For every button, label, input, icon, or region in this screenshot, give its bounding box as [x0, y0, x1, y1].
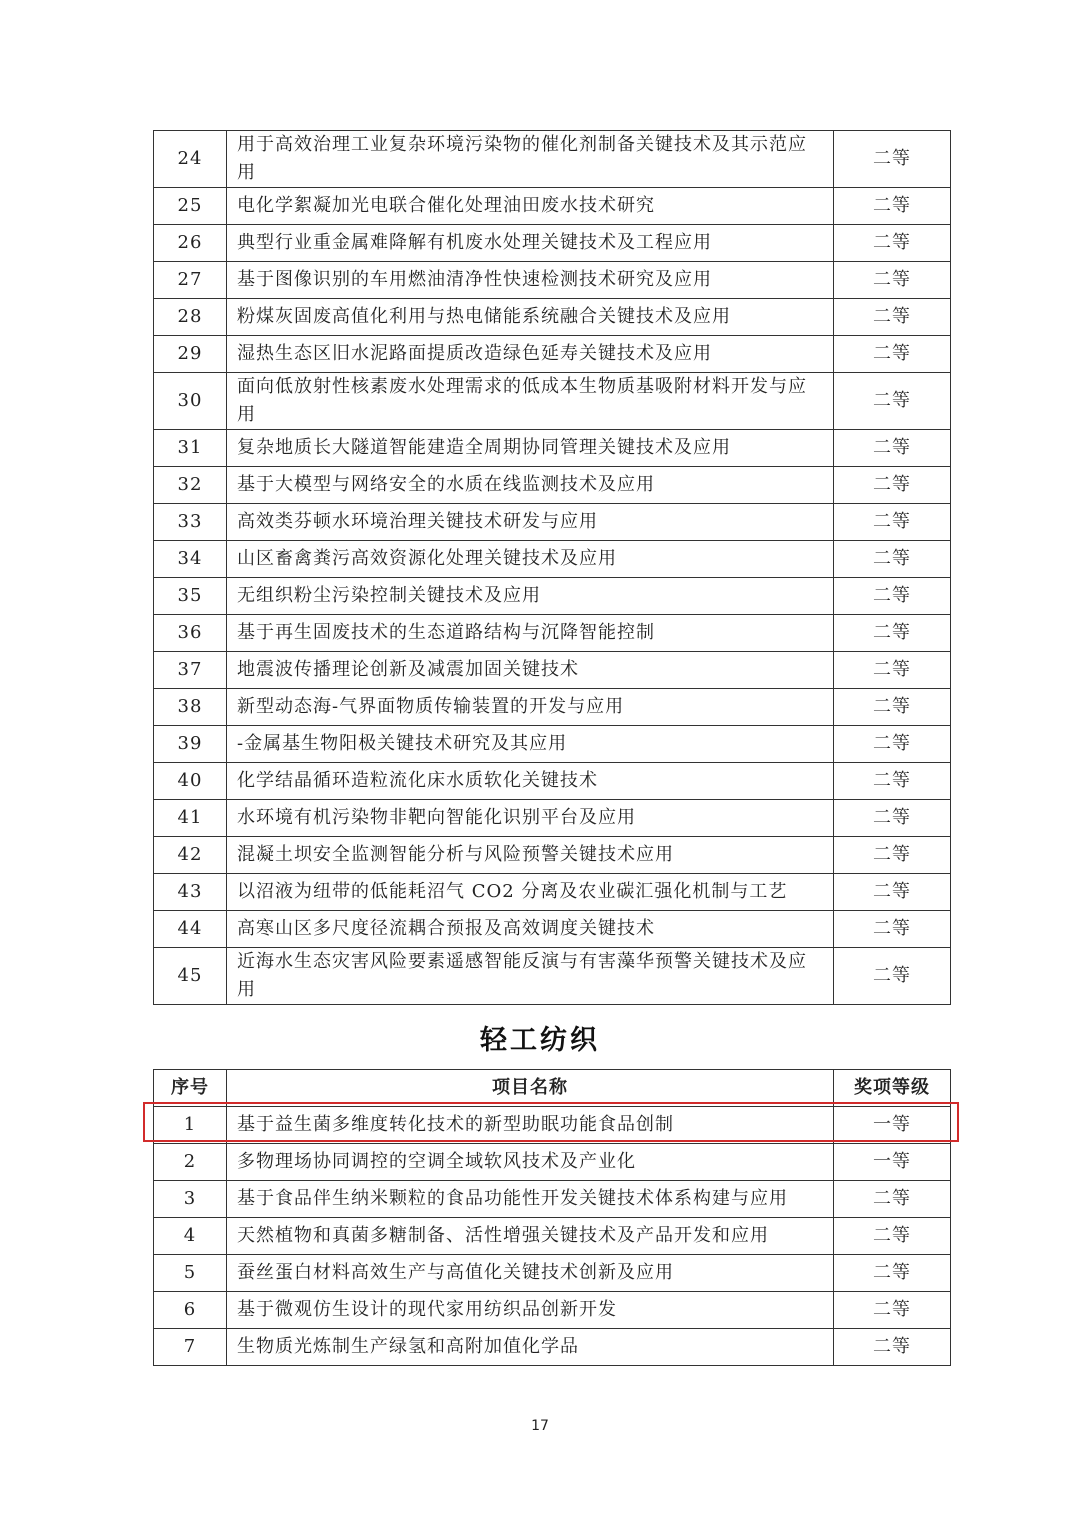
award-level: 二等 — [834, 948, 951, 1005]
header-project-name: 项目名称 — [227, 1070, 834, 1107]
table-row — [154, 800, 951, 837]
table-row — [154, 948, 951, 1005]
project-name: 基于大模型与网络安全的水质在线监测技术及应用 — [227, 467, 834, 504]
table-row — [154, 1329, 951, 1366]
row-number: 28 — [154, 299, 227, 336]
table-row — [154, 1255, 951, 1292]
project-name: 基于微观仿生设计的现代家用纺织品创新开发 — [227, 1292, 834, 1329]
award-level: 二等 — [834, 1255, 951, 1292]
section-title: 轻工纺织 — [480, 1025, 600, 1056]
award-level: 二等 — [834, 1292, 951, 1329]
row-number: 31 — [154, 430, 227, 467]
row-number: 29 — [154, 336, 227, 373]
table-row — [154, 1218, 951, 1255]
award-level: 二等 — [834, 225, 951, 262]
award-level: 二等 — [834, 763, 951, 800]
project-name: 基于食品伴生纳米颗粒的食品功能性开发关键技术体系构建与应用 — [227, 1181, 834, 1218]
award-level: 二等 — [834, 188, 951, 225]
award-level: 二等 — [834, 726, 951, 763]
table-row — [154, 911, 951, 948]
table-row — [154, 874, 951, 911]
row-number: 2 — [154, 1144, 227, 1181]
award-level: 二等 — [834, 1218, 951, 1255]
award-level: 二等 — [834, 800, 951, 837]
table-row — [154, 373, 951, 430]
project-name: 以沼液为纽带的低能耗沼气 CO2 分离及农业碳汇强化机制与工艺 — [227, 874, 834, 911]
award-level: 二等 — [834, 299, 951, 336]
award-level: 二等 — [834, 837, 951, 874]
project-name: 混凝土坝安全监测智能分析与风险预警关键技术应用 — [227, 837, 834, 874]
project-name: 湿热生态区旧水泥路面提质改造绿色延寿关键技术及应用 — [227, 336, 834, 373]
table-row — [154, 615, 951, 652]
table-row — [154, 837, 951, 874]
project-name: 基于图像识别的车用燃油清净性快速检测技术研究及应用 — [227, 262, 834, 299]
row-number: 40 — [154, 763, 227, 800]
row-number: 44 — [154, 911, 227, 948]
row-number: 45 — [154, 948, 227, 1005]
table-row — [154, 504, 951, 541]
project-name: 基于益生菌多维度转化技术的新型助眠功能食品创制 — [227, 1107, 834, 1144]
project-name: 高寒山区多尺度径流耦合预报及高效调度关键技术 — [227, 911, 834, 948]
row-number: 39 — [154, 726, 227, 763]
project-name: 近海水生态灾害风险要素遥感智能反演与有害藻华预警关键技术及应用 — [227, 948, 834, 1005]
row-number: 32 — [154, 467, 227, 504]
row-number: 5 — [154, 1255, 227, 1292]
page-number: 17 — [531, 1418, 549, 1434]
award-level: 二等 — [834, 578, 951, 615]
award-level: 二等 — [834, 689, 951, 726]
project-name: 新型动态海-气界面物质传输装置的开发与应用 — [227, 689, 834, 726]
row-number: 4 — [154, 1218, 227, 1255]
table-row — [154, 541, 951, 578]
award-level: 二等 — [834, 874, 951, 911]
award-level: 二等 — [834, 467, 951, 504]
row-number: 6 — [154, 1292, 227, 1329]
row-number: 36 — [154, 615, 227, 652]
table-header-row — [154, 1070, 951, 1107]
project-name: 电化学絮凝加光电联合催化处理油田废水技术研究 — [227, 188, 834, 225]
award-level: 二等 — [834, 504, 951, 541]
award-level: 二等 — [834, 373, 951, 430]
highlight-box — [143, 1102, 959, 1142]
table-row — [154, 131, 951, 188]
award-level: 二等 — [834, 911, 951, 948]
table-row — [154, 1292, 951, 1329]
project-name: 蚕丝蛋白材料高效生产与高值化关键技术创新及应用 — [227, 1255, 834, 1292]
project-name: 无组织粉尘污染控制关键技术及应用 — [227, 578, 834, 615]
project-name: 高效类芬顿水环境治理关键技术研发与应用 — [227, 504, 834, 541]
table-row — [154, 225, 951, 262]
row-number: 35 — [154, 578, 227, 615]
table-row — [154, 652, 951, 689]
table-row — [154, 262, 951, 299]
row-number: 25 — [154, 188, 227, 225]
project-name: 典型行业重金属难降解有机废水处理关键技术及工程应用 — [227, 225, 834, 262]
award-level: 二等 — [834, 336, 951, 373]
row-number: 1 — [154, 1107, 227, 1144]
row-number: 24 — [154, 131, 227, 188]
row-number: 7 — [154, 1329, 227, 1366]
project-name: 粉煤灰固废高值化利用与热电储能系统融合关键技术及应用 — [227, 299, 834, 336]
award-level: 二等 — [834, 430, 951, 467]
award-level: 一等 — [834, 1107, 951, 1144]
table-row — [154, 188, 951, 225]
table-row — [154, 689, 951, 726]
award-level: 二等 — [834, 1181, 951, 1218]
project-name: 山区畜禽粪污高效资源化处理关键技术及应用 — [227, 541, 834, 578]
table-body — [154, 1107, 951, 1366]
award-level: 二等 — [834, 262, 951, 299]
project-name: 天然植物和真菌多糖制备、活性增强关键技术及产品开发和应用 — [227, 1218, 834, 1255]
row-number: 37 — [154, 652, 227, 689]
table-row — [154, 467, 951, 504]
header-number: 序号 — [154, 1070, 227, 1107]
row-number: 43 — [154, 874, 227, 911]
table-row — [154, 1144, 951, 1181]
row-number: 33 — [154, 504, 227, 541]
project-name: 化学结晶循环造粒流化床水质软化关键技术 — [227, 763, 834, 800]
table-row — [154, 763, 951, 800]
awards-table-continued — [153, 130, 951, 1005]
table-row — [154, 299, 951, 336]
row-number: 3 — [154, 1181, 227, 1218]
table-row — [154, 1181, 951, 1218]
table-body — [154, 131, 951, 1005]
award-level: 二等 — [834, 615, 951, 652]
project-name: 用于高效治理工业复杂环境污染物的催化剂制备关键技术及其示范应用 — [227, 131, 834, 188]
project-name: 复杂地质长大隧道智能建造全周期协同管理关键技术及应用 — [227, 430, 834, 467]
row-number: 30 — [154, 373, 227, 430]
project-name: 多物理场协同调控的空调全域软风技术及产业化 — [227, 1144, 834, 1181]
award-level: 二等 — [834, 131, 951, 188]
header-award-level: 奖项等级 — [834, 1070, 951, 1107]
award-level: 一等 — [834, 1144, 951, 1181]
row-number: 34 — [154, 541, 227, 578]
row-number: 26 — [154, 225, 227, 262]
table-row — [154, 430, 951, 467]
project-name: 水环境有机污染物非靶向智能化识别平台及应用 — [227, 800, 834, 837]
project-name: 基于再生固废技术的生态道路结构与沉降智能控制 — [227, 615, 834, 652]
row-number: 38 — [154, 689, 227, 726]
row-number: 41 — [154, 800, 227, 837]
project-name: 生物质光炼制生产绿氢和高附加值化学品 — [227, 1329, 834, 1366]
table-row — [154, 578, 951, 615]
row-number: 27 — [154, 262, 227, 299]
table-row — [154, 336, 951, 373]
award-level: 二等 — [834, 1329, 951, 1366]
award-level: 二等 — [834, 541, 951, 578]
project-name: 地震波传播理论创新及减震加固关键技术 — [227, 652, 834, 689]
project-name: -金属基生物阳极关键技术研究及其应用 — [227, 726, 834, 763]
row-number: 42 — [154, 837, 227, 874]
award-level: 二等 — [834, 652, 951, 689]
project-name: 面向低放射性核素废水处理需求的低成本生物质基吸附材料开发与应用 — [227, 373, 834, 430]
table-row — [154, 726, 951, 763]
